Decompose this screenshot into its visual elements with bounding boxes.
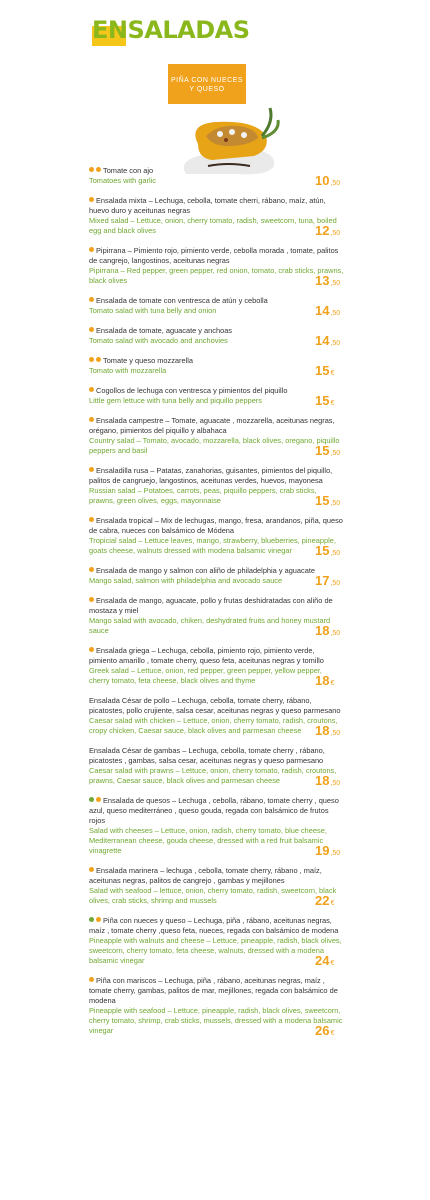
item-name-en: Mango salad, salmon with philadelphia and avocado sauce <box>89 576 283 585</box>
item-name-es <box>89 326 344 336</box>
item-name-en: Pineapple with walnuts and cheese – Lettuce, pineapple, radish, black olives, sweetcorn, cherry tomato, feta cheese, walnuts, dressed with a modena balsamic vinegar <box>89 936 342 965</box>
menu-item <box>89 866 344 906</box>
item-es-text: Ensalada griega – Lechuga, cebolla, pimiento rojo, pimiento verde, pimiento amarillo , tomate cherry, queso feta, aceitunas negras y tomillo <box>89 646 324 665</box>
diet-dot-icon <box>96 797 101 802</box>
item-price <box>315 443 340 458</box>
diet-dot-icon <box>89 417 94 422</box>
diet-dot-icon <box>89 297 94 302</box>
diet-dot-icon <box>89 977 94 982</box>
price-value: 13 <box>315 273 330 288</box>
price-cents: € <box>330 400 335 407</box>
price-cents: ,50 <box>330 340 341 347</box>
item-name-en: Tomato salad with avocado and anchovies <box>89 336 228 345</box>
item-name-en: Little gem lettuce with tuna belly and piquillo peppers <box>89 396 262 405</box>
menu-item <box>89 416 344 456</box>
menu-item <box>89 516 344 556</box>
price-cents: € <box>330 900 335 907</box>
diet-dot-icon <box>89 917 94 922</box>
menu-item <box>89 356 344 376</box>
price-cents: ,50 <box>330 730 341 737</box>
price-value: 15 <box>315 443 330 458</box>
diet-dot-icon <box>96 167 101 172</box>
item-name-es <box>89 516 344 536</box>
item-name-es <box>89 596 344 616</box>
price-value: 15 <box>315 363 330 378</box>
item-name-es <box>89 866 344 886</box>
diet-dot-icon <box>89 357 94 362</box>
item-name-es <box>89 746 344 766</box>
item-name-es <box>89 166 344 176</box>
menu-item <box>89 166 344 186</box>
item-price <box>315 953 334 968</box>
price-cents: € <box>330 370 335 377</box>
item-name-en: Tomato with mozzarella <box>89 366 167 375</box>
price-value: 24 <box>315 953 330 968</box>
item-name-en: Salad with seafood – lettuce, onion, cherry tomato, radish, sweetcorn, black olives, crab sticks, shrimp and mussels <box>89 886 337 905</box>
item-name-es <box>89 696 344 716</box>
menu-title <box>92 16 250 44</box>
menu-item <box>89 196 344 236</box>
item-name-es <box>89 646 344 666</box>
item-name-en: Mixed salad – Lettuce, onion, cherry tomato, radish, sweetcorn, tuna, boiled egg and black olives <box>89 216 337 235</box>
item-name-es <box>89 416 344 436</box>
menu-item <box>89 386 344 406</box>
item-es-text: Ensalada César de gambas – Lechuga, cebolla, tomate cherry , rábano, picatostes , gambas, salsa cesar, aceitunas negras y queso parmesano <box>89 746 325 765</box>
item-es-text: Piña con mariscos – Lechuga, piña , rábano, aceitunas negras, maíz , tomate cherry, gambas, palitos de mar, mejillones, regada con balsámico de modena <box>89 976 338 1005</box>
item-price <box>315 333 340 348</box>
price-cents: € <box>330 680 335 687</box>
hero-dish-image <box>158 62 280 180</box>
price-cents: € <box>330 1030 335 1037</box>
price-value: 15 <box>315 493 330 508</box>
item-name-es <box>89 796 344 826</box>
price-value: 18 <box>315 723 330 738</box>
price-value: 14 <box>315 303 330 318</box>
item-name-es <box>89 246 344 266</box>
price-value: 10 <box>315 173 330 188</box>
diet-dot-icon <box>89 597 94 602</box>
item-price <box>315 173 340 188</box>
item-es-text: Ensalada mixta – Lechuga, cebolla, tomate cherri, rábano, maíz, atún, huevo duro y aceitunas negras <box>89 196 326 215</box>
menu-item <box>89 796 344 856</box>
item-es-text: Ensalada marinera – lechuga , cebolla, tomate cherry, rábano , maíz, aceitunas negras, palitos de cangrejo , gambas y mejillones <box>89 866 322 885</box>
price-cents: ,50 <box>330 500 341 507</box>
item-es-text: Tomate con ajo <box>103 166 154 175</box>
item-name-en: Salad with cheeses – Lettuce, onion, radish, cherry tomato, blue cheese, Mediterranean cheese, gouda cheese, dressed with a red fruit balsamic vinagrette <box>89 826 327 855</box>
item-es-text: Piña con nueces y queso – Lechuga, piña , rábano, aceitunas negras, maíz , tomate cherry ,queso feta, nueces, regada con balsámico de modena <box>89 916 339 935</box>
price-cents: ,50 <box>330 550 341 557</box>
menu-item <box>89 246 344 286</box>
item-es-text: Ensalada tropical – Mix de lechugas, mango, fresa, arandanos, piña, queso de cabra, nueces con balsámico de Módena <box>89 516 343 535</box>
item-price <box>315 273 340 288</box>
diet-dot-icon <box>89 867 94 872</box>
price-cents: € <box>330 960 335 967</box>
price-value: 26 <box>315 1023 330 1038</box>
item-price <box>315 1023 334 1038</box>
diet-dot-icon <box>89 387 94 392</box>
item-name-es <box>89 386 344 396</box>
price-cents: ,50 <box>330 630 341 637</box>
item-name-en: Caesar salad with prawns – Lettuce, onion, cherry tomato, radish, croutons, prawns, Caesar sauce, black olives and parmesan cheese <box>89 766 337 785</box>
price-value: 12 <box>315 223 330 238</box>
price-cents: ,50 <box>330 230 341 237</box>
diet-dot-icon <box>89 197 94 202</box>
diet-dot-icon <box>89 167 94 172</box>
price-value: 18 <box>315 773 330 788</box>
item-name-en: Greek salad – Lettuce, onion, red pepper, green pepper, yellow pepper, cherry tomato, feta cheese, black olives and thyme <box>89 666 322 685</box>
item-es-text: Ensalada de quesos – Lechuga , cebolla, rábano, tomate cherry , queso azul, queso mediterráneo , queso gouda, regada con balsámico de frutos rojos <box>89 796 339 825</box>
item-es-text: Ensalada de tomate, aguacate y anchoas <box>96 326 233 335</box>
diet-dot-icon <box>96 357 101 362</box>
hero-label: PIÑA CON NUECES Y QUESO <box>168 64 246 104</box>
item-price <box>315 303 340 318</box>
item-price <box>315 723 340 738</box>
price-value: 18 <box>315 623 330 638</box>
diet-dot-icon <box>89 247 94 252</box>
menu-item <box>89 466 344 506</box>
price-value: 15 <box>315 393 330 408</box>
item-price <box>315 773 340 788</box>
item-price <box>315 543 340 558</box>
item-es-text: Ensaladilla rusa – Patatas, zanahorias, guisantes, pimientos del piquillo, palitos de cangruejo, langostinos, aceitunas verdes, huevos, mayonesa <box>89 466 333 485</box>
menu-item <box>89 296 344 316</box>
item-price <box>315 223 340 238</box>
diet-dot-icon <box>96 917 101 922</box>
item-name-en: Tomato salad with tuna belly and onion <box>89 306 217 315</box>
menu-item <box>89 326 344 346</box>
item-name-en: Pipirrana – Red pepper, green pepper, red onion, tomato, crab sticks, prawns, black olives <box>89 266 344 285</box>
price-cents: ,50 <box>330 450 341 457</box>
diet-dot-icon <box>89 467 94 472</box>
menu-item <box>89 746 344 786</box>
item-name-en: Russian salad – Potatoes, carrots, peas, piquillo peppers, crab sticks, prawns, green olives, eggs, mayonnaise <box>89 486 317 505</box>
price-value: 14 <box>315 333 330 348</box>
item-name-es <box>89 196 344 216</box>
price-value: 17 <box>315 573 330 588</box>
diet-dot-icon <box>89 517 94 522</box>
item-name-en: Country salad – Tomato, avocado, mozzarella, black olives, oregano, piquillo peppers and basil <box>89 436 340 455</box>
price-cents: ,50 <box>330 780 341 787</box>
menu-item <box>89 566 344 586</box>
price-value: 19 <box>315 843 330 858</box>
item-es-text: Cogollos de lechuga con ventresca y pimientos del piquillo <box>96 386 288 395</box>
menu-item <box>89 916 344 966</box>
price-value: 15 <box>315 543 330 558</box>
item-price <box>315 843 340 858</box>
item-name-es <box>89 916 344 936</box>
price-cents: ,50 <box>330 180 341 187</box>
price-value: 18 <box>315 673 330 688</box>
diet-dot-icon <box>89 797 94 802</box>
price-cents: ,50 <box>330 850 341 857</box>
price-cents: ,50 <box>330 310 341 317</box>
item-name-es <box>89 296 344 306</box>
item-name-en: Caesar salad with chicken – Lettuce, onion, cherry tomato, radish, croutons, cropy chicken, Caesar sauce, black olives and parmesan cheese <box>89 716 338 735</box>
item-price <box>315 493 340 508</box>
item-es-text: Ensalada de mango y salmon con aliño de philadelphia y aguacate <box>96 566 315 575</box>
item-es-text: Tomate y queso mozzarella <box>103 356 193 365</box>
diet-dot-icon <box>89 567 94 572</box>
menu-item <box>89 596 344 636</box>
menu-item <box>89 976 344 1036</box>
item-price <box>315 363 334 378</box>
item-name-es <box>89 356 344 366</box>
item-price <box>315 893 334 908</box>
price-value: 22 <box>315 893 330 908</box>
item-price <box>315 573 340 588</box>
item-es-text: Pipirrana – Pimiento rojo, pimiento verde, cebolla morada , tomate, palitos de cangrejo, langostinos, aceitunas negras <box>89 246 339 265</box>
item-price <box>315 673 334 688</box>
item-name-en: Tropicial salad – Lettuce leaves, mango, strawberry, blueberries, pineapple, goats cheese, walnuts dressed with modena balsamic vinegar <box>89 536 336 555</box>
item-name-en: Pineapple with seafood – Lettuce, pineapple, radish, black olives, sweetcorn, cherry tomato, shrimp, crab sticks, mussels, dressed with a modena balsamic vinegar <box>89 1006 343 1035</box>
item-es-text: Ensalada César de pollo – Lechuga, cebolla, tomate cherry, rábano, picatostes, pollo crujiente, salsa cesar, aceitunas negras y queso parmesano <box>89 696 341 715</box>
salad-list <box>89 166 344 1046</box>
price-cents: ,50 <box>330 580 341 587</box>
item-name-en: Tomatoes with garlic <box>89 176 156 185</box>
item-name-es <box>89 566 344 576</box>
item-name-en: Mango salad with avocado, chiken, deshydrated fruits and honey mustard sauce <box>89 616 331 635</box>
item-name-es <box>89 976 344 1006</box>
item-es-text: Ensalada campestre – Tomate, aguacate , mozzarella, aceitunas negras, orégano, pimientos del piquillo y albahaca <box>89 416 335 435</box>
item-price <box>315 623 340 638</box>
diet-dot-icon <box>89 647 94 652</box>
menu-item <box>89 696 344 736</box>
item-name-es <box>89 466 344 486</box>
diet-dot-icon <box>89 327 94 332</box>
item-price <box>315 393 334 408</box>
item-es-text: Ensalada de tomate con ventresca de atún y cebolla <box>96 296 268 305</box>
price-cents: ,50 <box>330 280 341 287</box>
page-title: ENSALADAS <box>92 16 250 44</box>
menu-item <box>89 646 344 686</box>
item-es-text: Ensalada de mango, aguacate, pollo y frutas deshidratadas con aliño de mostaza y miel <box>89 596 333 615</box>
